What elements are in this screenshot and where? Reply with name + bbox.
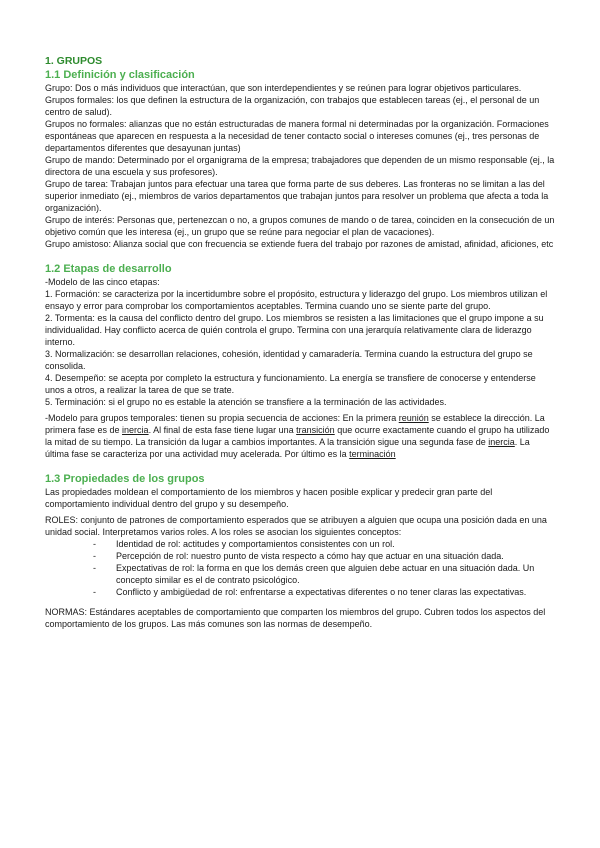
subsection-heading-definicion: 1.1 Definición y clasificación [45,69,195,81]
section-title: 1. GRUPOS [45,55,103,67]
list-item-text: Identidad de rol: actitudes y comportamientos consistentes con un rol. [116,539,395,549]
text-run: que ocurre exactamente cuando el grupo ha utilizado la mitad de su tiempo. La transición da lugar a cambios importantes. A la transición sigue una segunda fase de [45,425,550,447]
underlined-term-transicion: transición [296,425,335,435]
text-run: -Modelo para grupos temporales: tienen su propia secuencia de acciones: En la primera [45,413,399,423]
paragraph-grupo-amistoso: Grupo amistoso: Alianza social que con frecuencia se extiende fuera del trabajo por razones de amistad, afinidad, aficiones, etc [45,239,554,249]
paragraph-propiedades-intro: Las propiedades moldean el comportamiento de los miembros y hacen posible explicar y predecir gran parte del comportamiento individual dentro del grupo y su desempeño. [45,487,493,509]
stage-desempeno: 4. Desempeño: se acepta por completo la estructura y funcionamiento. La energía se transfiere de conocerse y entenderse unos a otros, a realizar la tarea de que se trate. [45,373,536,395]
underlined-term-terminacion: terminación [349,449,396,459]
bullet-dash: - [93,587,96,597]
list-item-text: Expectativas de rol: la forma en que los demás creen que alguien debe actuar en una situación dada. Un concepto similar es el de contrato psicológico. [116,563,535,585]
paragraph-grupo-de-tarea: Grupo de tarea: Trabajan juntos para efectuar una tarea que forma parte de sus deberes. Las fronteras no se limitan a las del superior inmediato (ej., miembros de varios departamentos que trabajan juntos para resolver un problema que afecta a toda la organización). [45,179,549,213]
text-run: se establece la dirección. La primera fase es de [45,413,545,435]
paragraph-grupo-de-mando: Grupo de mando: Determinado por el organigrama de la empresa; trabajadores que dependen de un mismo responsable (ej., la directora de una escuela y sus profesores). [45,155,555,177]
stage-tormenta: 2. Tormenta: es la causa del conflicto dentro del grupo. Los miembros se resisten a las limitaciones que el grupo impone a su individualidad. Hay conflicto acerca de quién controla el grupo. Termina con una jerarquía relativamente clara de liderazgo interno. [45,313,544,347]
bullet-dash: - [93,551,96,561]
list-item [93,586,555,598]
list-item [93,550,555,562]
stage-terminacion: 5. Terminación: si el grupo no es estable la atención se transfiere a la terminación de las actividades. [45,397,447,407]
subsection-heading-etapas: 1.2 Etapas de desarrollo [45,263,172,275]
paragraph-grupos-formales: Grupos formales: los que definen la estructura de la organización, con trabajos que establecen tareas (ej., el personal de un centro de salud). [45,95,540,117]
paragraph-modelo-temporal [45,412,555,460]
subsection-heading-propiedades: 1.3 Propiedades de los grupos [45,473,205,485]
text-run: . Al final de esta fase tiene lugar una [148,425,297,435]
paragraph-grupo: Grupo: Dos o más individuos que interactúan, que son interdependientes y se reúnen para lograr objetivos particulares. [45,83,522,93]
bullet-dash: - [93,539,96,549]
underlined-term-reunion: reunión [398,413,429,423]
text-run: . La última fase se caracteriza por una actividad muy acelerada. Por último es la [45,437,530,459]
list-item-text: Percepción de rol: nuestro punto de vista respecto a cómo hay que actuar en una situación dada. [116,551,504,561]
list-item-text: Conflicto y ambigüedad de rol: enfrentarse a expectativas diferentes o no tener claras las expectativas. [116,587,527,597]
paragraph-roles: ROLES: conjunto de patrones de comportamiento esperados que se atribuyen a alguien que ocupa una posición dada en una unidad social. Interpretamos varios roles. A los roles se asocian los siguientes conceptos: [45,515,547,537]
stage-formacion: 1. Formación: se caracteriza por la incertidumbre sobre el propósito, estructura y liderazgo del grupo. Los miembros utilizan el ensayo y error para comprobar los comportamientos aceptables. Termina cuando uno se siente parte del grupo. [45,289,548,311]
roles-concepts-list [45,538,555,598]
paragraph-grupo-de-interes: Grupo de interés: Personas que, pertenezcan o no, a grupos comunes de mando o de tarea, coinciden en la consecución de un objetivo común que les interesa (ej., un grupo que se reúne para negociar el plan de vacaciones). [45,215,555,237]
stage-normalizacion: 3. Normalización: se desarrollan relaciones, cohesión, identidad y camaradería. Termina cuando la estructura del grupo se consolida. [45,349,533,371]
underlined-term-inercia-2: inercia [488,437,515,447]
paragraph-grupos-no-formales: Grupos no formales: alianzas que no están estructuradas de manera formal ni determinadas por la organización. Formaciones espontáneas que aparecen en respuesta a la necesidad de tener contacto social o intereses comunes (ej., tres personas de departamentos diferentes que desayunan juntas) [45,119,549,153]
list-item [93,538,555,550]
bullet-dash: - [93,563,96,573]
paragraph-modelo-cinco-etapas: -Modelo de las cinco etapas: [45,277,160,287]
list-item [93,562,555,586]
document-body [45,55,555,630]
paragraph-normas: NORMAS: Estándares aceptables de comportamiento que comparten los miembros del grupo. Cubren todos los aspectos del comportamiento de los grupos. Las más comunes son las normas de desempeño. [45,607,546,629]
underlined-term-inercia: inercia [122,425,149,435]
